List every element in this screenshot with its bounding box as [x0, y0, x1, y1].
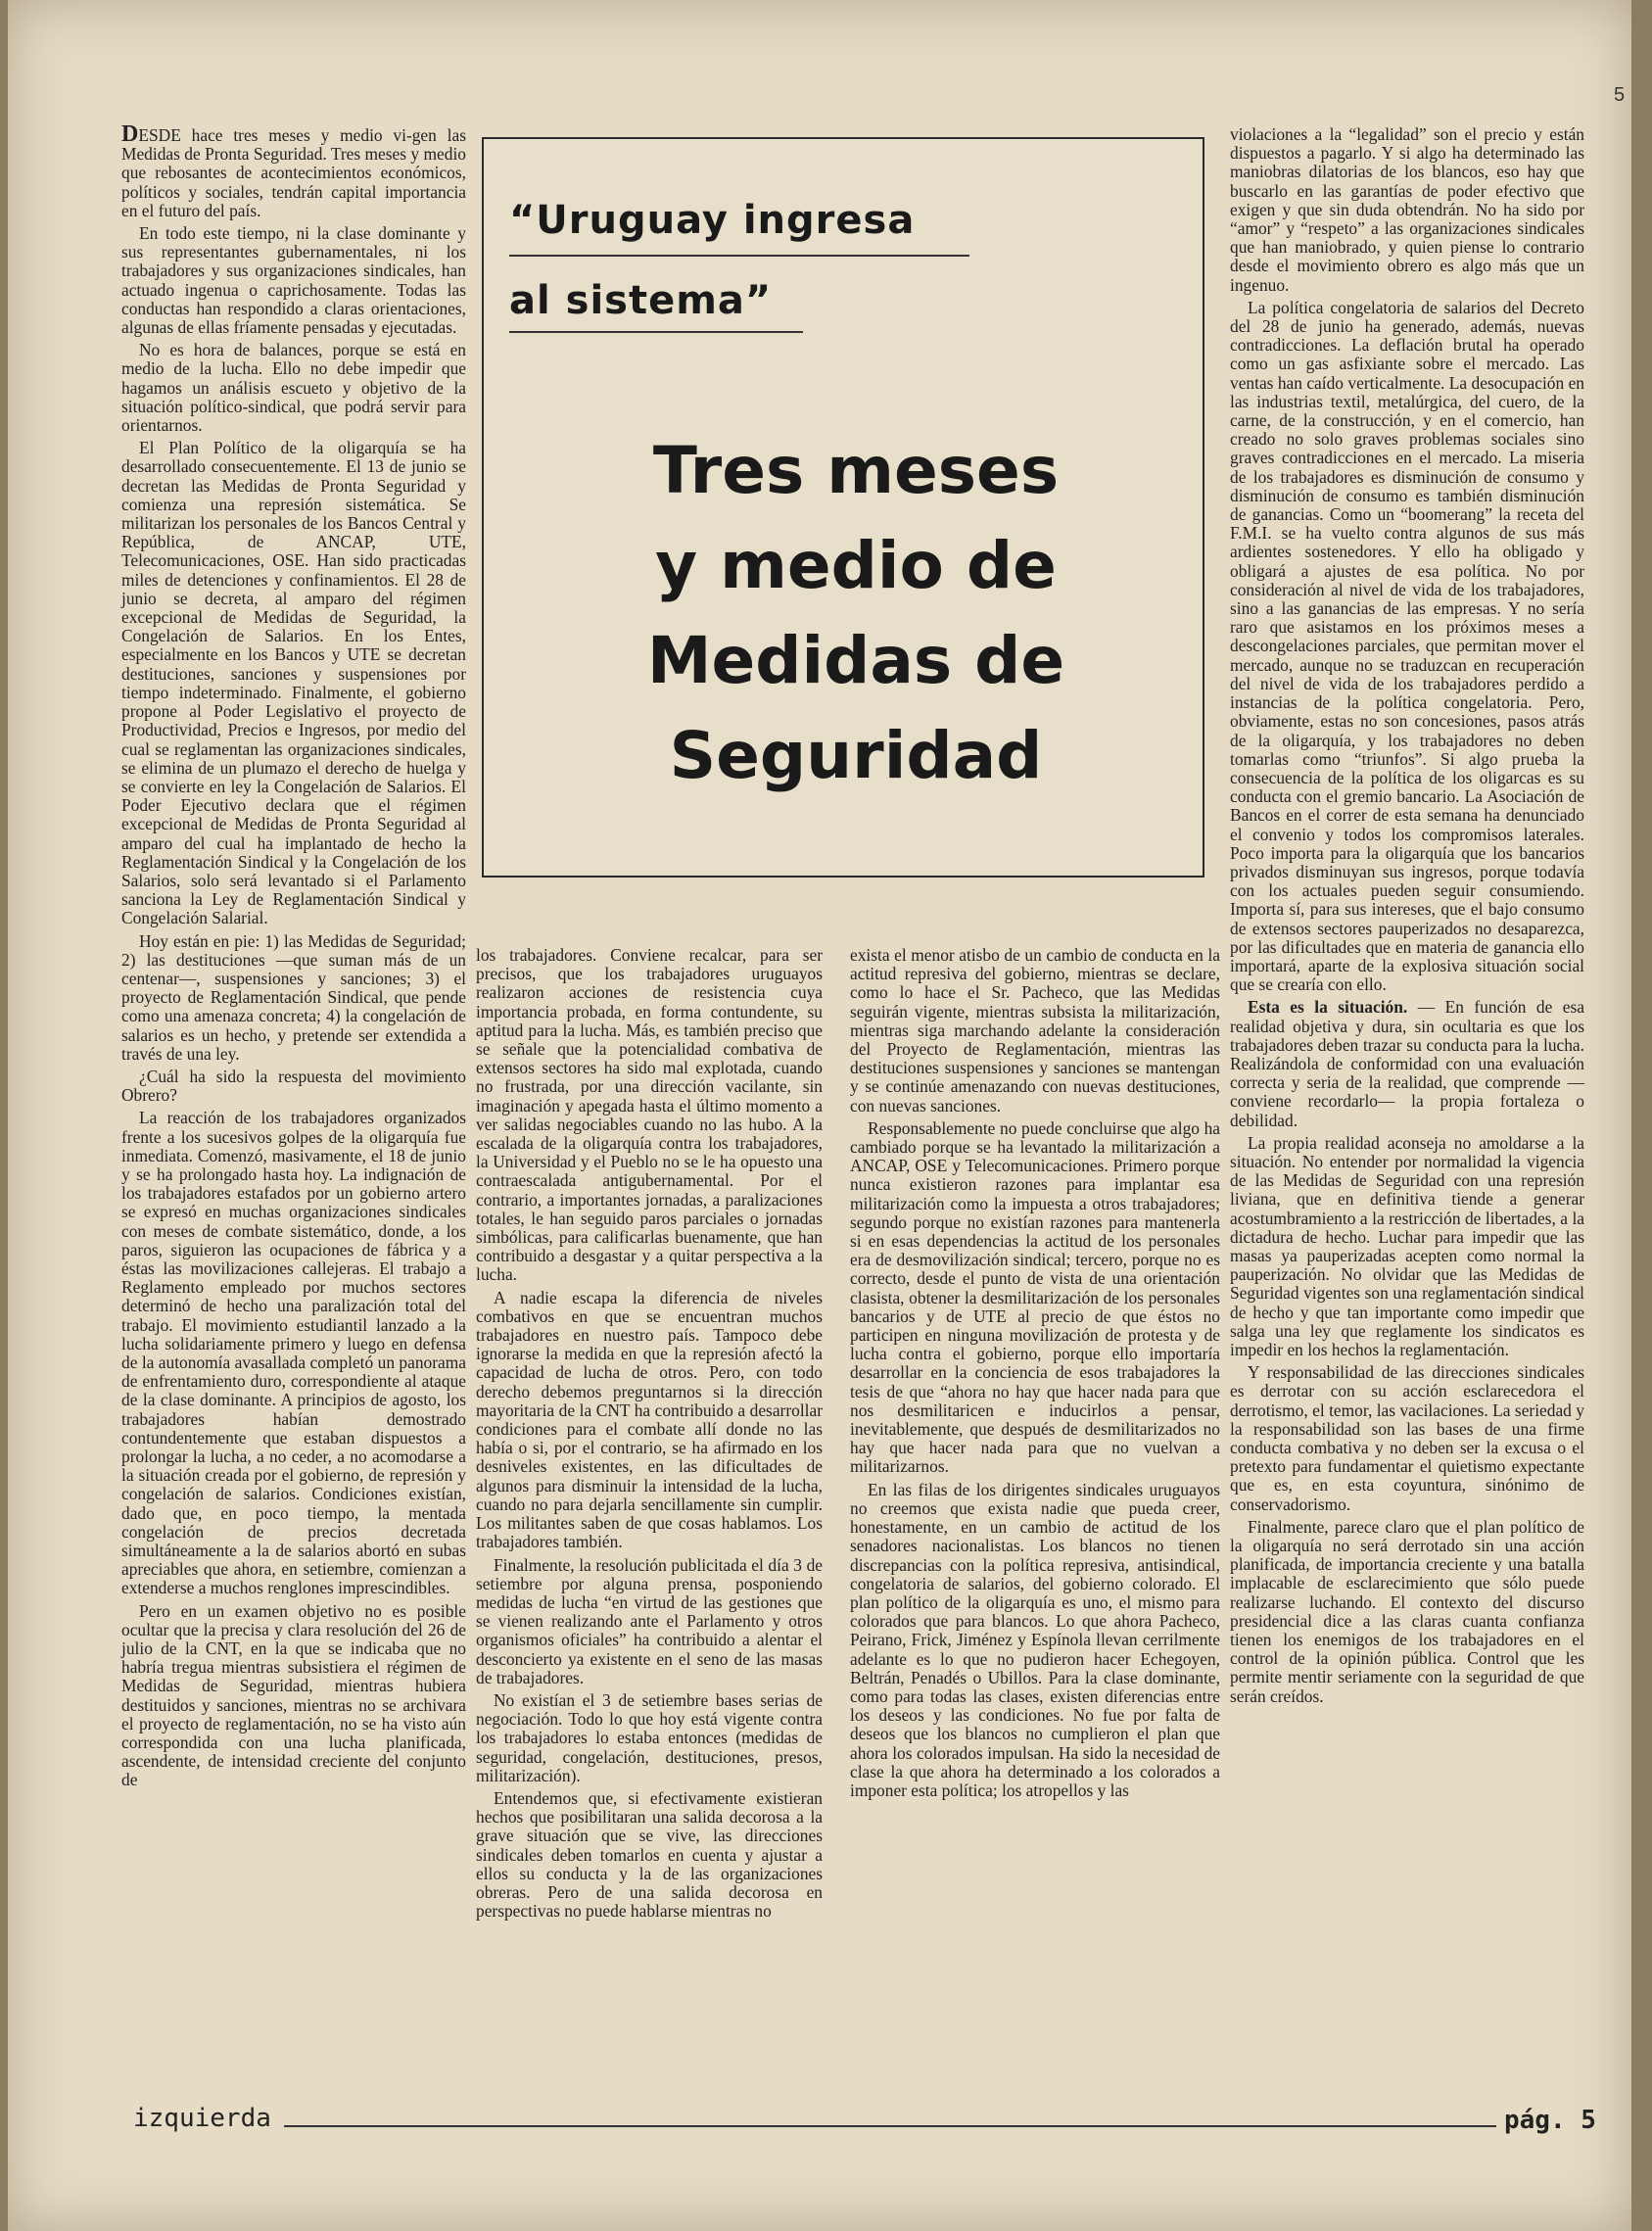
page-number: pág. 5	[1504, 2106, 1596, 2135]
magazine-name: izquierda	[133, 2104, 271, 2133]
run-in-heading: Esta es la situación.	[1248, 997, 1408, 1018]
paragraph: Hoy están en pie: 1) las Medidas de Seguridad; 2) las destituciones —que suman más de un centenar—, suspensiones y sanciones; 3) el proyecto de Reglamentación Sindical, que pende como una amenaza concreta; 4) la congelación de salarios es un hecho, y pretende ser extendida a través de una ley.	[121, 930, 466, 1064]
paragraph: ¿Cuál ha sido la respuesta del movimiento Obrero?	[121, 1066, 466, 1106]
article-column-2	[476, 946, 823, 1924]
quote-headline-line-1: “Uruguay ingresa	[509, 198, 916, 243]
article-column-4	[1230, 125, 1584, 1710]
paragraph: No es hora de balances, porque se está en medio de la lucha. Ello no debe impedir que hagamos un análisis escueto y objetivo de la situación político-sindical, que podrá servir para orientarnos.	[121, 340, 466, 436]
quote-underline-2	[509, 331, 803, 333]
paragraph: Pero en un examen objetivo no es posible ocultar que la precisa y clara resolución del 26 de julio de la CNT, en la que se indicaba que no habría tregua mientras subsistiera el régimen de Medidas de Seguridad, mientras hubiera destituidos y sanciones, mientras no se archivara el proyecto de reglamentación, no se ha visto aún correspondida con una lucha planificada, ascendente, de intensidad creciente del conjunto de	[121, 1600, 466, 1790]
article-column-3	[850, 946, 1220, 1804]
paragraph: violaciones a la “legalidad” son el precio y están dispuestos a pagarlo. Y si algo ha determinado las maniobras dilatorias de los blancos, eso hay que buscarlo en las garantías de poder efectivo que exigen y que sin duda obtendrán. No ha sido por “amor” y “respeto” a las organizaciones sindicales que han maniobrado, y quien piense lo contrario desde el movimiento obrero es algo más que un ingenuo.	[1230, 124, 1584, 295]
paragraph: Finalmente, la resolución publicitada el día 3 de setiembre por alguna prensa, posponiendo medidas de lucha “en virtud de las gestiones que se vienen realizando ante el Parlamento y otros organismos oficiales” ha contribuido a alentar el desconcierto ya existente en el seno de las masas de trabajadores.	[476, 1554, 823, 1687]
paragraph: los trabajadores. Conviene recalcar, para ser precisos, que los trabajadores uruguayos realizaron acciones de resistencia cuya importancia probada, en forma contundente, su aptitud para la lucha. Más, es también preciso que se señale que la potencialidad combativa de extensos sectores ha sido mal explotada, cuando no frustrada, por una dirección vacilante, sin imaginación y apegada hasta el último momento a ver salidas negociables cuando no las hubo. A la escalada de la oligarquía contra los trabajadores, la Universidad y el Pueblo no se le ha opuesto una contraescalada antigubernamental. Por el contrario, a importantes jornadas, a paralizaciones totales, le han seguido paros parciales o jornadas simbólicas, para calificarlas buenamente, que han contribuido a desgastar y a quitar perspectiva a la lucha.	[476, 945, 823, 1285]
paragraph: Responsablemente no puede concluirse que algo ha cambiado porque se ha levantado la militarización a ANCAP, OSE y Telecomunicaciones. Primero porque nunca existieron razones para implantar esa militarización como la impuesta a otros trabajadores; segundo porque no existían razones para mantenerla si en esas dependencias la actitud de los personales era de desmovilización sindical; tercero, porque no es correcto, desde el punto de vista de una orientación clasista, obtener la desmilitarización de los personales bancarios y de UTE al precio de que éstos no participen en ninguna movilización de protesta y de lucha contra el gobierno, porque ello importaría desarrollar en la conciencia de esos trabajadores la tesis de que “ahora no hay que hacer nada para que nos desmilitaricen e inducirlos a pensar, inevitablemente, que después de desmilitarizados no hay que hacer nada para que no vuelvan a militarizarnos.	[850, 1117, 1220, 1477]
paragraph: DESDE hace tres meses y medio vi-gen las Medidas de Pronta Seguridad. Tres meses y medio que rebosantes de acontecimientos económicos, políticos y sociales, tendrán capital importancia en el futuro del país.	[121, 121, 466, 220]
paragraph: El Plan Político de la oligarquía se ha desarrollado consecuentemente. El 13 de junio se decretan las Medidas de Pronta Seguridad y comienza una represión sistemática. Se militarizan los personales de los Bancos Central y República, de ANCAP, UTE, Telecomunicaciones, OSE. Han sido practicadas miles de detenciones y confinamientos. El 28 de junio se decreta, al amparo del régimen excepcional de Medidas de Seguridad, la Congelación de Salarios. En los Entes, especialmente en los Bancos y UTE se decretan destituciones, sanciones y suspensiones por tiempo indeterminado. Finalmente, el gobierno propone al Poder Legislativo el proyecto de Productividad, Precios e Ingresos, por medio del cual se reglamentan las organizaciones sindicales, se elimina de un plumazo el derecho de huelga y se convierte en ley la Congelación de Salarios. El Poder Ejecutivo declara que el régimen excepcional de Medidas de Pronta Seguridad al amparo del cual ha implantado de hecho la Reglamentación Sindical y la Congelación de los Salarios, solo será levantado si el Parlamento sanciona la Ley de Reglamentación Sindical y Congelación Salarial.	[121, 438, 466, 928]
quote-headline-line-2: al sistema”	[509, 278, 773, 323]
headline-box	[482, 137, 1204, 878]
quote-underline-1	[509, 255, 969, 257]
paragraph: La propia realidad aconseja no amoldarse a la situación. No entender por normalidad la vigencia de las Medidas de Seguridad con una represión liviana, que en definitiva tiende a generar acostumbramiento a la restricción de libertades, a la dictadura de hecho. Luchar para impedir que las masas ya pauperizadas acepten como normal la pauperización. No olvidar que las Medidas de Seguridad vigentes son una reglamentación sindical de hecho y que tan importante como impedir que salga una ley que reglamente los sindicatos es impedir en los hechos la reglamentación.	[1230, 1132, 1584, 1359]
magazine-page	[8, 0, 1631, 2231]
paragraph: La política congelatoria de salarios del Decreto del 28 de junio ha generado, además, nuevas contradicciones. La deflación brutal ha operado como un gas asfixiante sobre el mercado. Las ventas han caído verticalmente. La desocupación en las industrias textil, metalúrgica, del cuero, de la carne, de la construcción, y en el comercio, han creado no solo graves problemas sociales sino graves contradicciones en el mercado. La miseria de los trabajadores es disminución de consumo y disminución de consumo es también disminución de ganancias. Como un “boomerang” la receta del F.M.I. se ha vuelto contra algunos de sus más ardientes sostenedores. Y ello ha obligado y obligará a ajustes de esa política. No por consideración al nivel de vida de los trabajadores, sino a las ganancias de las empresas. Y no sería raro que asistamos en los próximos meses a descongelaciones parciales, que permitan mover el mercado, aunque no se traduzcan en recuperación del nivel de vida de los trabajadores perdido a instancias de la política congelatoria. Pero, obviamente, estas no son concesiones, pasos atrás de la oligarquía, y los trabajadores no deben tomarlas como “triunfos”. Si algo prueba la consecuencia de la política de los oligarcas es su conducta con el gremio bancario. La Asociación de Bancos en el correr de esta semana ha denunciado el convenio y todos los compromisos laterales. Poco importa para la oligarquía que los bancarios privados disminuyan sus ingresos, porque todavía con los actuales pueden seguir consumiendo. Importa sí, para sus intereses, que el bajo consumo de extensos sectores pauperizados no desaparezca, por las dificultades que en materia de ganancia ello importará, aparte de la explosiva situación social que se crearía con ello.	[1230, 297, 1584, 995]
footer-rule	[284, 2125, 1496, 2127]
paragraph: Finalmente, parece claro que el plan político de la oligarquía no será derrotado sin una acción planificada, de importancia creciente y una batalla implacable de esclarecimiento que sólo puede realizarse luchando. El contexto del discurso presidencial dice a las claras cuanta confianza tienen los enemigos de los trabajadores en el control de la opinión pública. Control que les permite mentir seriamente con la seguridad de que serán creídos.	[1230, 1516, 1584, 1706]
paragraph: Entendemos que, si efectivamente existieran hechos que posibilitaran una salida decorosa a la grave situación que se vive, las direcciones sindicales deben tomarlos en cuenta y ajustar a ellos su conducta y la de las organizaciones obreras. Pero de una salida decorosa en perspectivas no puede hablarse mientras no	[476, 1787, 823, 1922]
corner-mark: 5	[1614, 84, 1626, 106]
paragraph: exista el menor atisbo de un cambio de conducta en la actitud represiva del gobierno, mientras se declare, como lo hace el Sr. Pacheco, que las Medidas seguirán vigente, mientras subsista la militarización, mientras siga marchando adelante la consideración del Proyecto de Reglamentación, mientras las destituciones suspensiones y sanciones se mantengan y se continúe amenazando con nuevas destituciones, con nuevas sanciones.	[850, 945, 1220, 1116]
paragraph: En las filas de los dirigentes sindicales uruguayos no creemos que exista nadie que pueda creer, honestamente, en un cambio de actitud de los senadores nacionalistas. Los blancos no tienen discrepancias con la política represiva, antisindical, congelatoria de salarios, del gobierno colorado. El plan político de la oligarquía es uno, el mismo para colorados que para blancos. Lo que ahora Pacheco, Peirano, Frick, Jiménez y Espínola llevan cerrilmente adelante es lo que no pudieron hacer Echegoyen, Beltrán, Penadés o Ubillos. Para la clase dominante, como para todas las clases, existen diferencias entre los deseos y las condiciones. No fue por falta de deseos que los blancos no cumplieron el plan que ahora los colorados impulsan. Ha sido la necesidad de clase la que ahora ha determinado a los colorados a imponer esta política; los atropellos y las	[850, 1479, 1220, 1800]
paragraph: No existían el 3 de setiembre bases serias de negociación. Todo lo que hoy está vigente contra los trabajadores lo estaba entonces (medidas de seguridad, congelación, destituciones, presos, militarización).	[476, 1689, 823, 1785]
paragraph: En todo este tiempo, ni la clase dominante y sus representantes gubernamentales, ni los trabajadores y sus organizaciones sindicales, han actuado ingenua o caprichosamente. Todas las conductas han respondido a claras orientaciones, algunas de ellas fríamente pensadas y ejecutadas.	[121, 223, 466, 338]
article-column-1	[121, 121, 466, 1794]
main-headline: Tres meses y medio de Medidas de Seguridad	[646, 433, 1065, 793]
paragraph: Y responsabilidad de las direcciones sindicales es derrotar con su acción esclarecedora el derrotismo, el temor, las vacilaciones. La seriedad y la responsabilidad son las bases de una firme conducta combativa y no deben ser la excusa o el pretexto para fundamentar el quietismo expectante que es, en esta coyuntura, sinónimo de conservadorismo.	[1230, 1362, 1584, 1514]
paragraph: A nadie escapa la diferencia de niveles combativos en que se encuentran muchos trabajadores en nuestro país. Tampoco debe ignorarse la medida en que la represión afectó la capacidad de lucha de otros. Pero, con todo derecho debemos preguntarnos si la dirección mayoritaria de la CNT ha contribuido a desarrollar condiciones para el combate allí donde no las había o si, por el contrario, se ha afirmado en los desniveles existentes, en las dificultades de algunos para disminuir la intensidad de la lucha, cuando no para dejarla sencillamente sin cumplir. Los militantes saben de que cosas hablamos. Los trabajadores también.	[476, 1287, 823, 1552]
paragraph: Esta es la situación. — En función de esa realidad objetiva y dura, sin ocultaria es que los trabajadores deben trazar su conducta para la lucha. Realizándola de conformidad con una evaluación correcta y seria de la realidad, que comprende —conviene recordarlo— la propia fortaleza o debilidad.	[1230, 997, 1584, 1130]
drop-cap: D	[121, 121, 139, 147]
paragraph: La reacción de los trabajadores organizados frente a los sucesivos golpes de la oligarquía fue inmediata. Comenzó, masivamente, el 18 de junio y se ha prolongado hasta hoy. La indignación de los trabajadores estafados por un gobierno artero se expresó en muchas organizaciones sindicales con meses de combate sistemático, donde, a los paros, siguieron las ocupaciones de fábrica y a éstas las movilizaciones callejeras. El trabajo a Reglamento empleado por muchos sectores determinó de hecho una paralización total del trabajo. El movimiento estudiantil lanzado a la lucha solidariamente primero y luego en defensa de la autonomía avasallada completó un panorama de enfrentamiento duro, correspondiente al ataque de la clase dominante. A principios de agosto, los trabajadores habían demostrado contundentemente que estaban dispuestos a prolongar la lucha, a no ceder, a no acomodarse a la situación creada por el gobierno, de represión y congelación de salarios. Condiciones existían, dado que, en poco tiempo, la mentada congelación de precios decretada simultáneamente a la de salarios abortó en subas apreciables que ahora, en setiembre, comienzan a extenderse a muchos renglones imprescindibles.	[121, 1108, 466, 1598]
